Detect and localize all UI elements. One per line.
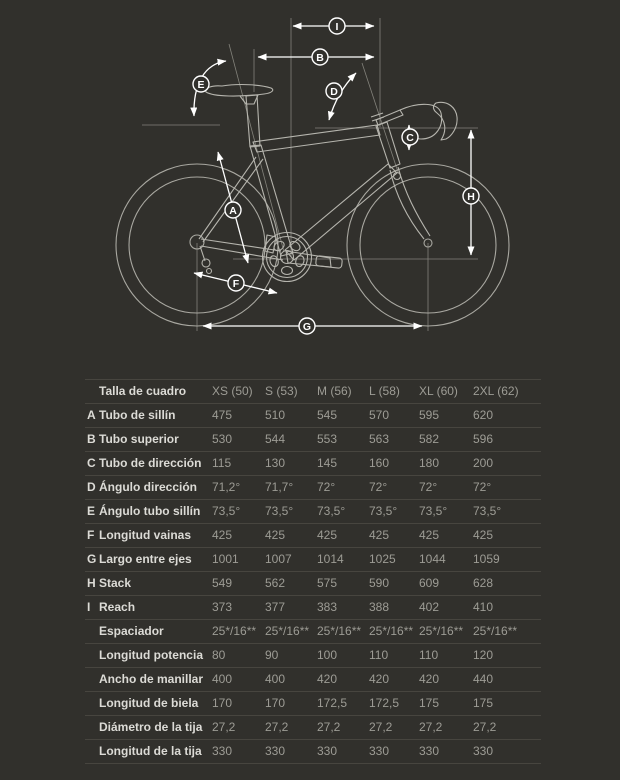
size-value-cell: 330 bbox=[473, 744, 494, 758]
size-value-cell: 25*/16** bbox=[212, 624, 257, 638]
size-value-cell: 330 bbox=[317, 744, 338, 758]
size-value-cell: 160 bbox=[369, 456, 390, 470]
reference-lines bbox=[142, 18, 478, 331]
badge-letter: F bbox=[232, 277, 240, 290]
badge-C bbox=[402, 129, 418, 145]
size-value-cell: 200 bbox=[473, 456, 494, 470]
row-letter: A bbox=[87, 408, 96, 422]
row-letter bbox=[87, 716, 99, 739]
table-row bbox=[85, 572, 541, 596]
size-value-cell: 73,5° bbox=[473, 504, 502, 518]
size-value-cell: 400 bbox=[212, 672, 233, 686]
size-value-cell: 25*/16** bbox=[317, 624, 362, 638]
size-value-cell: 425 bbox=[265, 528, 286, 542]
size-value-cell: 27,2 bbox=[265, 720, 289, 734]
size-value-cell: 25*/16** bbox=[473, 624, 518, 638]
size-value-cell: 73,5° bbox=[212, 504, 241, 518]
size-value-cell: 180 bbox=[419, 456, 440, 470]
size-value-cell: 628 bbox=[473, 576, 494, 590]
table-row bbox=[85, 500, 541, 524]
header-letter-spacer bbox=[87, 380, 99, 403]
size-value-cell: 73,5° bbox=[369, 504, 398, 518]
size-value-cell: 170 bbox=[212, 696, 233, 710]
row-label-cell bbox=[85, 596, 212, 619]
table-row bbox=[85, 740, 541, 764]
size-value-cell: 330 bbox=[419, 744, 440, 758]
size-value-cell: 420 bbox=[369, 672, 390, 686]
row-letter: D bbox=[87, 480, 96, 494]
size-value-cell: 388 bbox=[369, 600, 390, 614]
row-label-cell bbox=[85, 668, 212, 691]
row-label: Ancho de manillar bbox=[99, 672, 204, 686]
size-value-cell: 1059 bbox=[473, 552, 500, 566]
rear-derailleur bbox=[202, 259, 210, 267]
row-label-cell bbox=[85, 572, 212, 595]
size-value-cell: 420 bbox=[317, 672, 338, 686]
size-header: L (58) bbox=[369, 384, 400, 398]
size-value-cell: 175 bbox=[473, 696, 494, 710]
size-value-cell: 383 bbox=[317, 600, 338, 614]
row-label-cell bbox=[85, 404, 212, 427]
size-value-cell: 100 bbox=[317, 648, 338, 662]
bike-geometry-svg bbox=[0, 0, 620, 372]
header-label-cell bbox=[85, 380, 212, 403]
size-header: XS (50) bbox=[212, 384, 253, 398]
size-value-cell: 562 bbox=[265, 576, 286, 590]
row-label: Reach bbox=[99, 600, 136, 614]
seatpost bbox=[246, 95, 260, 147]
size-value-cell: 1001 bbox=[212, 552, 239, 566]
badge-letter: H bbox=[467, 190, 475, 203]
row-label-cell bbox=[85, 428, 212, 451]
size-value-cell: 373 bbox=[212, 600, 233, 614]
size-header: 2XL (62) bbox=[473, 384, 519, 398]
size-header: S (53) bbox=[265, 384, 298, 398]
table-row bbox=[85, 452, 541, 476]
size-value-cell: 377 bbox=[265, 600, 286, 614]
badge-E bbox=[193, 76, 209, 92]
size-value-cell: 72° bbox=[473, 480, 492, 494]
row-label-cell bbox=[85, 716, 212, 739]
row-label: Longitud de biela bbox=[99, 696, 199, 710]
size-value-cell: 115 bbox=[212, 456, 232, 470]
row-label-cell bbox=[85, 452, 212, 475]
row-letter: F bbox=[87, 528, 95, 542]
size-value-cell: 609 bbox=[419, 576, 440, 590]
row-label-cell bbox=[85, 692, 212, 715]
badge-D bbox=[326, 83, 342, 99]
row-label: Largo entre ejes bbox=[99, 552, 192, 566]
size-value-cell: 545 bbox=[317, 408, 338, 422]
size-value-cell: 575 bbox=[317, 576, 338, 590]
size-value-cell: 25*/16** bbox=[369, 624, 414, 638]
table-row bbox=[85, 404, 541, 428]
badge-letter: A bbox=[229, 204, 237, 217]
row-label: Stack bbox=[99, 576, 132, 590]
size-value-cell: 425 bbox=[419, 528, 440, 542]
size-value-cell: 172,5 bbox=[317, 696, 348, 710]
badge-A bbox=[225, 202, 241, 218]
row-letter: C bbox=[87, 456, 96, 470]
size-value-cell: 27,2 bbox=[419, 720, 443, 734]
size-value-cell: 410 bbox=[473, 600, 494, 614]
badge-B bbox=[312, 49, 328, 65]
size-value-cell: 620 bbox=[473, 408, 494, 422]
size-value-cell: 440 bbox=[473, 672, 494, 686]
table-row bbox=[85, 524, 541, 548]
size-value-cell: 475 bbox=[212, 408, 233, 422]
row-letter bbox=[87, 692, 99, 715]
size-value-cell: 330 bbox=[369, 744, 390, 758]
row-label-cell bbox=[85, 644, 212, 667]
row-label: Ángulo tubo sillín bbox=[99, 504, 201, 518]
size-value-cell: 425 bbox=[473, 528, 494, 542]
row-label-cell bbox=[85, 620, 212, 643]
size-value-cell: 425 bbox=[317, 528, 338, 542]
size-value-cell: 595 bbox=[419, 408, 440, 422]
jockey-wheel bbox=[207, 269, 212, 274]
size-value-cell: 25*/16** bbox=[419, 624, 464, 638]
size-value-cell: 400 bbox=[265, 672, 286, 686]
row-label: Longitud de la tija bbox=[99, 744, 202, 758]
table-row bbox=[85, 596, 541, 620]
table-row bbox=[85, 668, 541, 692]
bike-frame bbox=[199, 85, 457, 274]
fork bbox=[390, 167, 430, 239]
row-label: Longitud potencia bbox=[99, 648, 203, 662]
size-value-cell: 1044 bbox=[419, 552, 446, 566]
row-letter: G bbox=[87, 552, 97, 566]
size-value-cell: 553 bbox=[317, 432, 338, 446]
size-value-cell: 73,5° bbox=[419, 504, 448, 518]
row-label: Ángulo dirección bbox=[99, 480, 198, 494]
head-tube bbox=[376, 122, 400, 168]
badge-H bbox=[463, 188, 479, 204]
size-value-cell: 510 bbox=[265, 408, 286, 422]
row-label-cell bbox=[85, 476, 212, 499]
badge-letter: G bbox=[302, 320, 312, 333]
row-label-cell bbox=[85, 548, 212, 571]
size-value-cell: 80 bbox=[212, 648, 226, 662]
size-value-cell: 172,5 bbox=[369, 696, 400, 710]
badge-I bbox=[329, 18, 345, 34]
table-row bbox=[85, 548, 541, 572]
row-letter bbox=[87, 620, 99, 643]
row-letter bbox=[87, 644, 99, 667]
table-row bbox=[85, 644, 541, 668]
seat-tube bbox=[250, 145, 293, 256]
size-value-cell: 402 bbox=[419, 600, 440, 614]
size-value-cell: 330 bbox=[212, 744, 233, 758]
row-letter: B bbox=[87, 432, 96, 446]
size-value-cell: 420 bbox=[419, 672, 440, 686]
rear-derailleur-link bbox=[200, 246, 205, 261]
size-value-cell: 72° bbox=[317, 480, 336, 494]
top-tube bbox=[253, 125, 380, 152]
row-label: Tubo de dirección bbox=[99, 456, 202, 470]
size-value-cell: 1014 bbox=[317, 552, 344, 566]
size-value-cell: 549 bbox=[212, 576, 233, 590]
size-value-cell: 72° bbox=[419, 480, 438, 494]
size-header: M (56) bbox=[317, 384, 352, 398]
size-value-cell: 27,2 bbox=[212, 720, 236, 734]
size-value-cell: 530 bbox=[212, 432, 233, 446]
table-row bbox=[85, 692, 541, 716]
size-value-cell: 71,7° bbox=[265, 480, 294, 494]
size-value-cell: 130 bbox=[265, 456, 286, 470]
crankset bbox=[263, 233, 343, 282]
badge-G bbox=[299, 318, 315, 334]
row-letter bbox=[87, 740, 99, 763]
badge-letter: C bbox=[406, 131, 414, 144]
table-row bbox=[85, 476, 541, 500]
size-value-cell: 596 bbox=[473, 432, 494, 446]
table-header-row bbox=[85, 380, 541, 404]
size-value-cell: 570 bbox=[369, 408, 390, 422]
size-value-cell: 120 bbox=[473, 648, 494, 662]
size-value-cell: 90 bbox=[265, 648, 279, 662]
letter-badges bbox=[193, 18, 479, 334]
size-value-cell: 330 bbox=[265, 744, 286, 758]
size-header: XL (60) bbox=[419, 384, 458, 398]
row-label: Diámetro de la tija bbox=[99, 720, 203, 734]
row-letter bbox=[87, 668, 99, 691]
size-value-cell: 425 bbox=[369, 528, 390, 542]
geometry-table bbox=[85, 379, 541, 764]
size-value-cell: 110 bbox=[419, 648, 439, 662]
row-label-cell bbox=[85, 524, 212, 547]
row-label-cell bbox=[85, 740, 212, 763]
size-value-cell: 73,5° bbox=[317, 504, 346, 518]
size-value-cell: 72° bbox=[369, 480, 388, 494]
row-letter: E bbox=[87, 504, 96, 518]
size-value-cell: 1025 bbox=[369, 552, 396, 566]
badge-letter: E bbox=[197, 78, 205, 91]
table-row bbox=[85, 620, 541, 644]
size-value-cell: 145 bbox=[317, 456, 338, 470]
size-value-cell: 25*/16** bbox=[265, 624, 310, 638]
table-row bbox=[85, 716, 541, 740]
size-value-cell: 170 bbox=[265, 696, 286, 710]
size-value-cell: 1007 bbox=[265, 552, 292, 566]
size-value-cell: 27,2 bbox=[317, 720, 341, 734]
badge-letter: B bbox=[316, 51, 324, 64]
size-value-cell: 590 bbox=[369, 576, 390, 590]
size-value-cell: 27,2 bbox=[473, 720, 497, 734]
row-label: Tubo de sillín bbox=[99, 408, 176, 422]
size-value-cell: 110 bbox=[369, 648, 389, 662]
bike-geometry-diagram bbox=[0, 0, 620, 372]
row-label: Tubo superior bbox=[99, 432, 179, 446]
row-letter: H bbox=[87, 576, 96, 590]
size-value-cell: 73,5° bbox=[265, 504, 294, 518]
size-value-cell: 544 bbox=[265, 432, 286, 446]
size-value-cell: 175 bbox=[419, 696, 440, 710]
badge-F bbox=[228, 275, 244, 291]
down-tube bbox=[285, 164, 397, 260]
row-label-cell bbox=[85, 500, 212, 523]
saddle bbox=[206, 85, 273, 97]
header-label: Talla de cuadro bbox=[99, 384, 187, 398]
table-row bbox=[85, 428, 541, 452]
badge-letter: I bbox=[335, 20, 339, 33]
row-letter: I bbox=[87, 600, 91, 614]
size-value-cell: 27,2 bbox=[369, 720, 393, 734]
size-value-cell: 71,2° bbox=[212, 480, 241, 494]
row-label: Espaciador bbox=[99, 624, 164, 638]
size-value-cell: 425 bbox=[212, 528, 233, 542]
size-value-cell: 582 bbox=[419, 432, 440, 446]
row-label: Longitud vainas bbox=[99, 528, 192, 542]
size-value-cell: 563 bbox=[369, 432, 390, 446]
badge-letter: D bbox=[330, 85, 338, 98]
